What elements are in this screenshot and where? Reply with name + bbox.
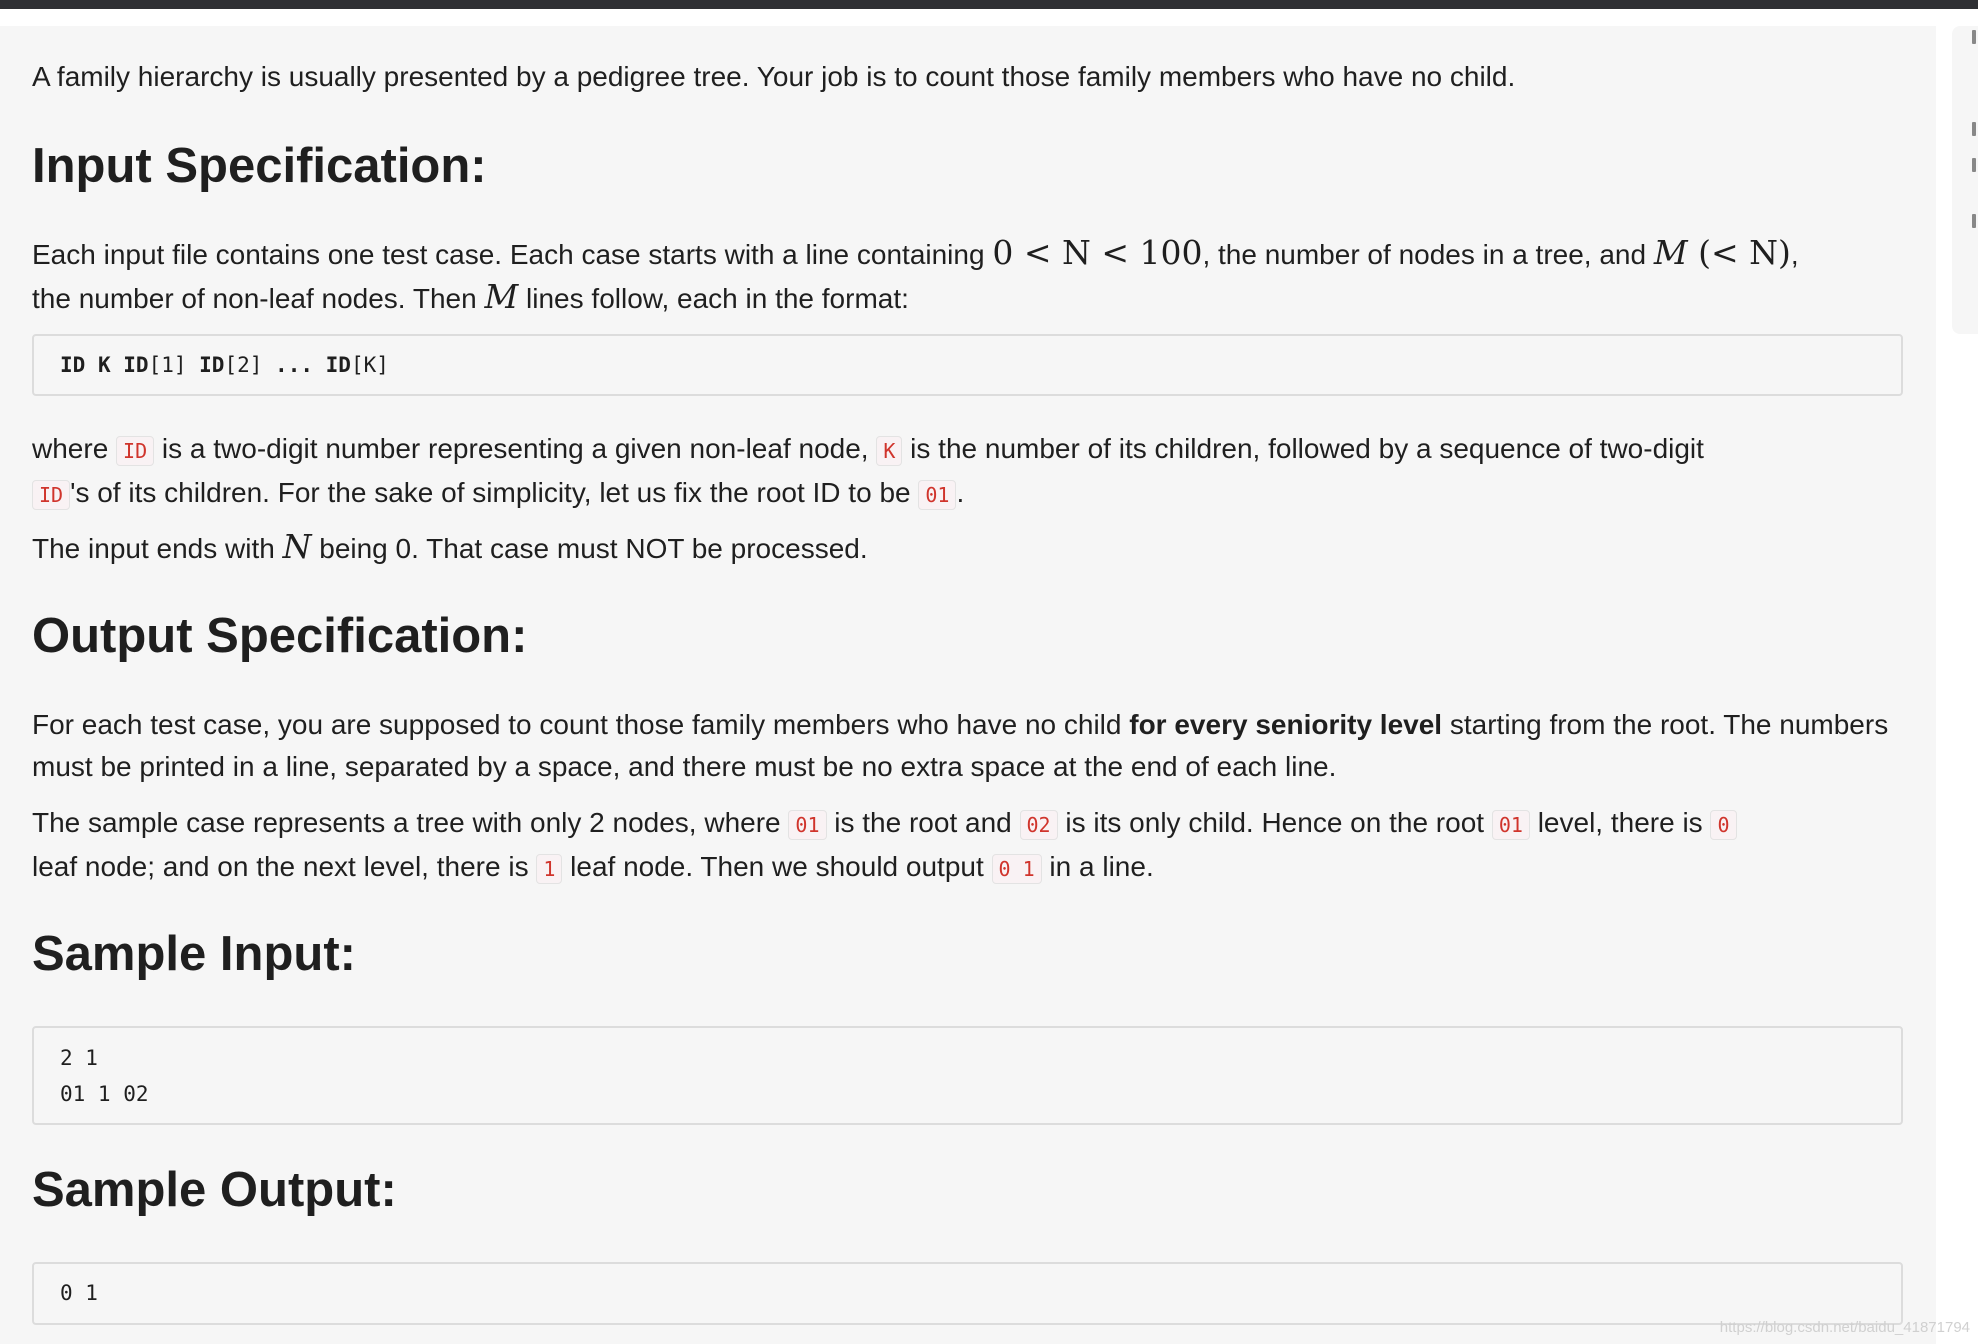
code-token: ID bbox=[123, 353, 149, 377]
top-gap bbox=[0, 9, 1978, 26]
text: starting from the root. The numbers must be printed in a line, separated by a space, and there must be no extra space at the end of each line. bbox=[32, 709, 1889, 782]
math-range bbox=[992, 233, 1202, 272]
code-token: ... bbox=[275, 353, 313, 377]
sample-input-code-block bbox=[32, 1026, 1903, 1125]
math-text: M bbox=[1653, 233, 1688, 272]
text: being 0. That case must NOT be processed. bbox=[311, 533, 868, 564]
text: 's of its children. For the sake of simplicity, let us fix the root ID to be bbox=[70, 477, 919, 508]
input-spec-heading: Input Specification: bbox=[32, 139, 487, 193]
text: For each test case, you are supposed to count those family members who have no child bbox=[32, 709, 1130, 740]
math-text: 0 < N < 100 bbox=[992, 233, 1203, 272]
inline-code: K bbox=[876, 436, 902, 466]
text: in a line. bbox=[1041, 851, 1154, 882]
math-n bbox=[283, 527, 312, 566]
text: leaf node. Then we should output bbox=[562, 851, 992, 882]
code-token: ID bbox=[199, 353, 225, 377]
text: lines follow, each in the format: bbox=[518, 283, 909, 314]
top-bar bbox=[0, 0, 1978, 9]
code-line: 0 1 bbox=[60, 1281, 98, 1305]
code-line: 01 1 02 bbox=[60, 1082, 149, 1106]
watermark: https://blog.csdn.net/baidu_41871794 bbox=[1719, 1319, 1970, 1336]
inline-code: ID bbox=[116, 436, 154, 466]
text: where bbox=[32, 433, 117, 464]
sample-input-heading: Sample Input: bbox=[32, 927, 356, 981]
text: is the number of its children, followed by a sequence of two-digit bbox=[902, 433, 1704, 464]
inline-code: 0 1 bbox=[992, 854, 1042, 884]
code-token: ID bbox=[325, 353, 351, 377]
inline-code: 0 bbox=[1710, 810, 1736, 840]
inline-code: 01 bbox=[788, 810, 826, 840]
inline-code: ID bbox=[32, 480, 70, 510]
math-text: (< N) bbox=[1698, 233, 1791, 272]
input-spec-paragraph bbox=[32, 232, 1912, 320]
text: Each input file contains one test case. Each case starts with a line containing bbox=[32, 239, 993, 270]
text: leaf node; and on the next level, there is bbox=[32, 851, 537, 882]
math-m2 bbox=[484, 277, 518, 316]
text: , bbox=[1790, 239, 1799, 270]
inline-code: 1 bbox=[536, 854, 562, 884]
sample-output-code-block bbox=[32, 1262, 1903, 1325]
text: . bbox=[956, 477, 965, 508]
where-paragraph bbox=[32, 428, 1912, 516]
output-spec-heading: Output Specification: bbox=[32, 609, 528, 663]
text: level, there is bbox=[1529, 807, 1711, 838]
code-token: ID bbox=[60, 353, 86, 377]
code-token: [2] bbox=[224, 353, 263, 377]
bold-text: for every seniority level bbox=[1129, 709, 1443, 740]
text: The sample case represents a tree with only 2 nodes, where bbox=[32, 807, 789, 838]
format-code-block bbox=[32, 334, 1903, 396]
code-line: 2 1 bbox=[60, 1046, 98, 1070]
math-m bbox=[1654, 233, 1791, 272]
intro-paragraph: A family hierarchy is usually presented by a pedigree tree. Your job is to count those family members who have no child. bbox=[32, 61, 1516, 92]
sample-explanation-paragraph bbox=[32, 802, 1912, 890]
problem-panel bbox=[0, 26, 1936, 1344]
text: the number of non-leaf nodes. Then bbox=[32, 283, 485, 314]
code-token: [K] bbox=[350, 353, 389, 377]
side-panel-edge bbox=[1972, 30, 1978, 230]
input-ends-paragraph bbox=[32, 526, 1912, 570]
code-token: [1] bbox=[148, 353, 187, 377]
text: is the root and bbox=[826, 807, 1020, 838]
text: is its only child. Hence on the root bbox=[1057, 807, 1492, 838]
code-token: K bbox=[97, 353, 111, 377]
text: is a two-digit number representing a given non-leaf node, bbox=[154, 433, 877, 464]
inline-code: 02 bbox=[1020, 810, 1058, 840]
math-text: N bbox=[282, 527, 312, 566]
output-spec-paragraph bbox=[32, 704, 1912, 788]
math-text: M bbox=[484, 277, 519, 316]
text: , the number of nodes in a tree, and bbox=[1202, 239, 1654, 270]
text: The input ends with bbox=[32, 533, 283, 564]
inline-code: 01 bbox=[918, 480, 956, 510]
sample-output-heading: Sample Output: bbox=[32, 1163, 397, 1217]
inline-code: 01 bbox=[1492, 810, 1530, 840]
